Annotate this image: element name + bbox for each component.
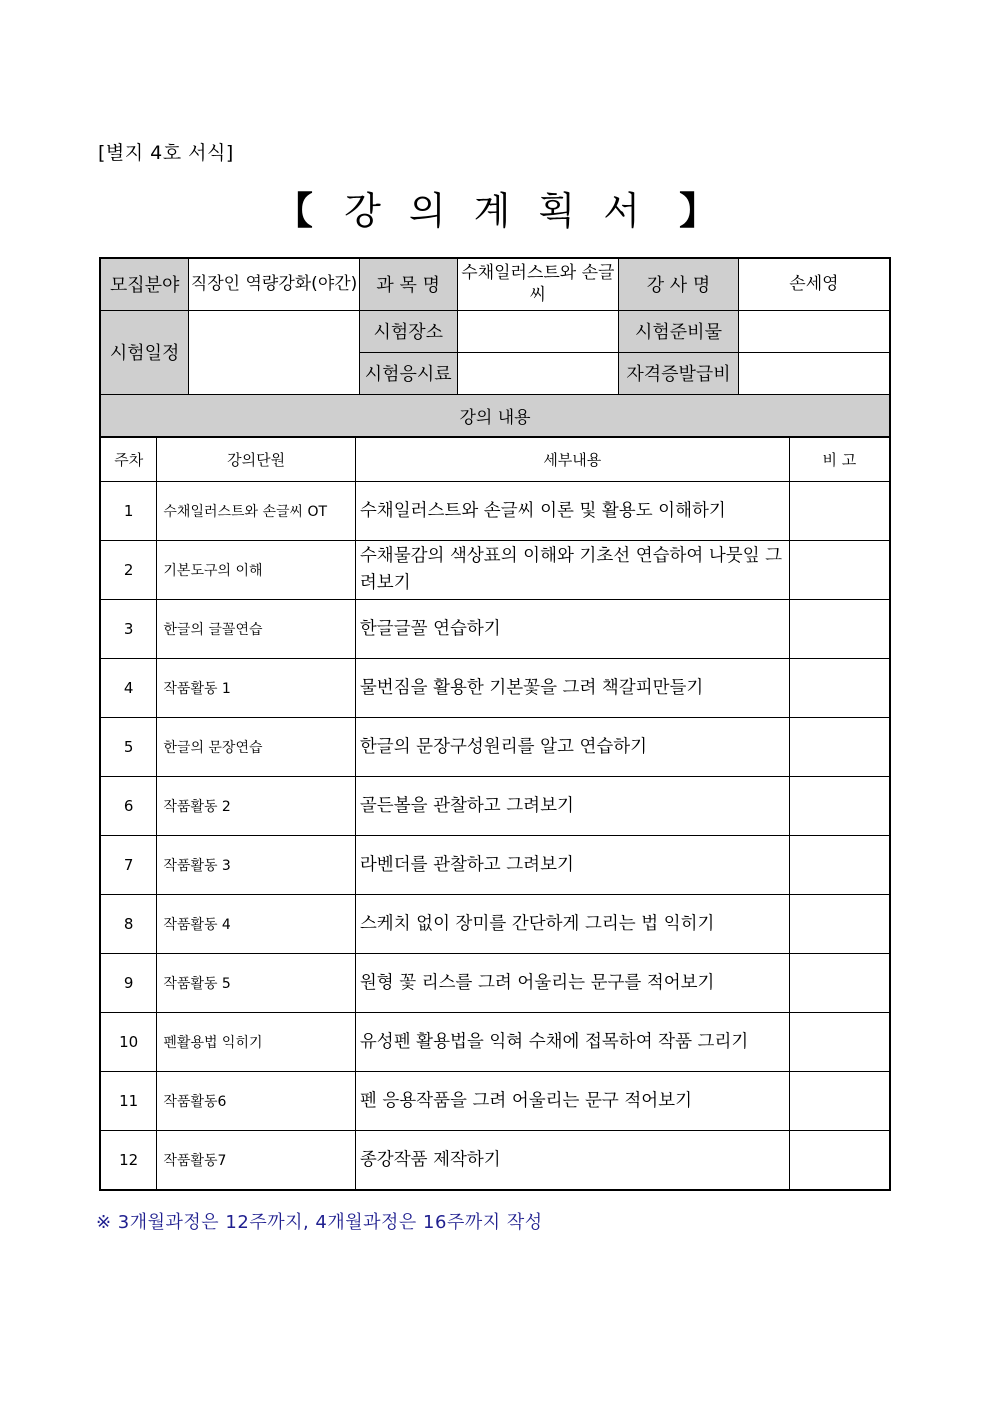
unit-cell: 기본도구의 이해 [157, 541, 356, 600]
table-row [100, 718, 890, 777]
exam-place-value[interactable] [457, 310, 619, 352]
field-value[interactable]: 직장인 역량강화(야간) [189, 258, 360, 310]
detail-cell: 종강작품 제작하기 [355, 1131, 789, 1191]
instructor-label: 강 사 명 [619, 258, 739, 310]
unit-cell: 작품활동 2 [157, 777, 356, 836]
detail-cell: 수채일러스트와 손글씨 이론 및 활용도 이해하기 [355, 482, 789, 541]
unit-cell: 작품활동6 [157, 1072, 356, 1131]
detail-cell: 수채물감의 색상표의 이해와 기초선 연습하여 나뭇잎 그려보기 [355, 541, 789, 600]
detail-cell: 원형 꽃 리스를 그려 어울리는 문구를 적어보기 [355, 954, 789, 1013]
note-cell[interactable] [789, 777, 890, 836]
week-cell: 8 [100, 895, 157, 954]
week-cell: 10 [100, 1013, 157, 1072]
week-cell: 7 [100, 836, 157, 895]
week-cell: 1 [100, 482, 157, 541]
cert-fee-label: 자격증발급비 [619, 352, 739, 394]
week-cell: 2 [100, 541, 157, 600]
form-number: [별지 4호 서식] [98, 142, 234, 164]
document-title [0, 180, 992, 235]
note-cell[interactable] [789, 600, 890, 659]
detail-cell: 스케치 없이 장미를 간단하게 그리는 법 익히기 [355, 895, 789, 954]
unit-header: 강의단원 [157, 437, 356, 482]
table-row [100, 1013, 890, 1072]
note-cell[interactable] [789, 1013, 890, 1072]
note-cell[interactable] [789, 895, 890, 954]
unit-cell: 작품활동 1 [157, 659, 356, 718]
unit-cell: 한글의 문장연습 [157, 718, 356, 777]
unit-cell: 작품활동 4 [157, 895, 356, 954]
table-row [100, 659, 890, 718]
week-cell: 5 [100, 718, 157, 777]
week-header: 주차 [100, 437, 157, 482]
week-cell: 6 [100, 777, 157, 836]
course-info-table [99, 257, 891, 438]
week-cell: 4 [100, 659, 157, 718]
detail-cell: 펜 응용작품을 그려 어울리는 문구 적어보기 [355, 1072, 789, 1131]
subject-value[interactable]: 수채일러스트와 손글씨 [457, 258, 619, 310]
note-cell[interactable] [789, 836, 890, 895]
exam-supplies-label: 시험준비물 [619, 310, 739, 352]
detail-cell: 한글글꼴 연습하기 [355, 600, 789, 659]
unit-cell: 작품활동 5 [157, 954, 356, 1013]
footnote: ※ 3개월과정은 12주까지, 4개월과정은 16주까지 작성 [96, 1212, 543, 1233]
note-cell[interactable] [789, 954, 890, 1013]
detail-cell: 유성펜 활용법을 익혀 수채에 접목하여 작품 그리기 [355, 1013, 789, 1072]
title-text: 강 의 계 획 서 [344, 189, 648, 233]
table-row [100, 541, 890, 600]
exam-place-label: 시험장소 [359, 310, 457, 352]
unit-cell: 작품활동 3 [157, 836, 356, 895]
table-row [100, 600, 890, 659]
exam-supplies-value[interactable] [738, 310, 890, 352]
note-cell[interactable] [789, 482, 890, 541]
exam-fee-value[interactable] [457, 352, 619, 394]
exam-schedule-label: 시험일정 [100, 310, 189, 394]
title-close-bracket: 】 [679, 189, 718, 233]
instructor-value[interactable]: 손세영 [738, 258, 890, 310]
title-open-bracket: 【 [274, 189, 313, 233]
cert-fee-value[interactable] [738, 352, 890, 394]
table-row [100, 777, 890, 836]
week-cell: 12 [100, 1131, 157, 1191]
note-cell[interactable] [789, 1131, 890, 1191]
table-row [100, 895, 890, 954]
unit-cell: 한글의 글꼴연습 [157, 600, 356, 659]
week-cell: 11 [100, 1072, 157, 1131]
field-label: 모집분야 [100, 258, 189, 310]
unit-cell: 수채일러스트와 손글씨 OT [157, 482, 356, 541]
note-cell[interactable] [789, 541, 890, 600]
plan-header-row [100, 437, 890, 482]
week-cell: 3 [100, 600, 157, 659]
content-heading: 강의 내용 [100, 394, 890, 437]
note-cell[interactable] [789, 718, 890, 777]
note-cell[interactable] [789, 1072, 890, 1131]
table-row [100, 482, 890, 541]
detail-cell: 물번짐을 활용한 기본꽃을 그려 책갈피만들기 [355, 659, 789, 718]
detail-cell: 골든볼을 관찰하고 그려보기 [355, 777, 789, 836]
note-cell[interactable] [789, 659, 890, 718]
week-cell: 9 [100, 954, 157, 1013]
exam-schedule-value[interactable] [189, 310, 360, 394]
lecture-plan-table [99, 436, 891, 1191]
table-row [100, 954, 890, 1013]
exam-fee-label: 시험응시료 [359, 352, 457, 394]
unit-cell: 작품활동7 [157, 1131, 356, 1191]
detail-cell: 한글의 문장구성원리를 알고 연습하기 [355, 718, 789, 777]
note-header: 비 고 [789, 437, 890, 482]
subject-label: 과 목 명 [359, 258, 457, 310]
detail-cell: 라벤더를 관찰하고 그려보기 [355, 836, 789, 895]
detail-header: 세부내용 [355, 437, 789, 482]
unit-cell: 펜활용법 익히기 [157, 1013, 356, 1072]
table-row [100, 836, 890, 895]
table-row [100, 1131, 890, 1191]
table-row [100, 1072, 890, 1131]
